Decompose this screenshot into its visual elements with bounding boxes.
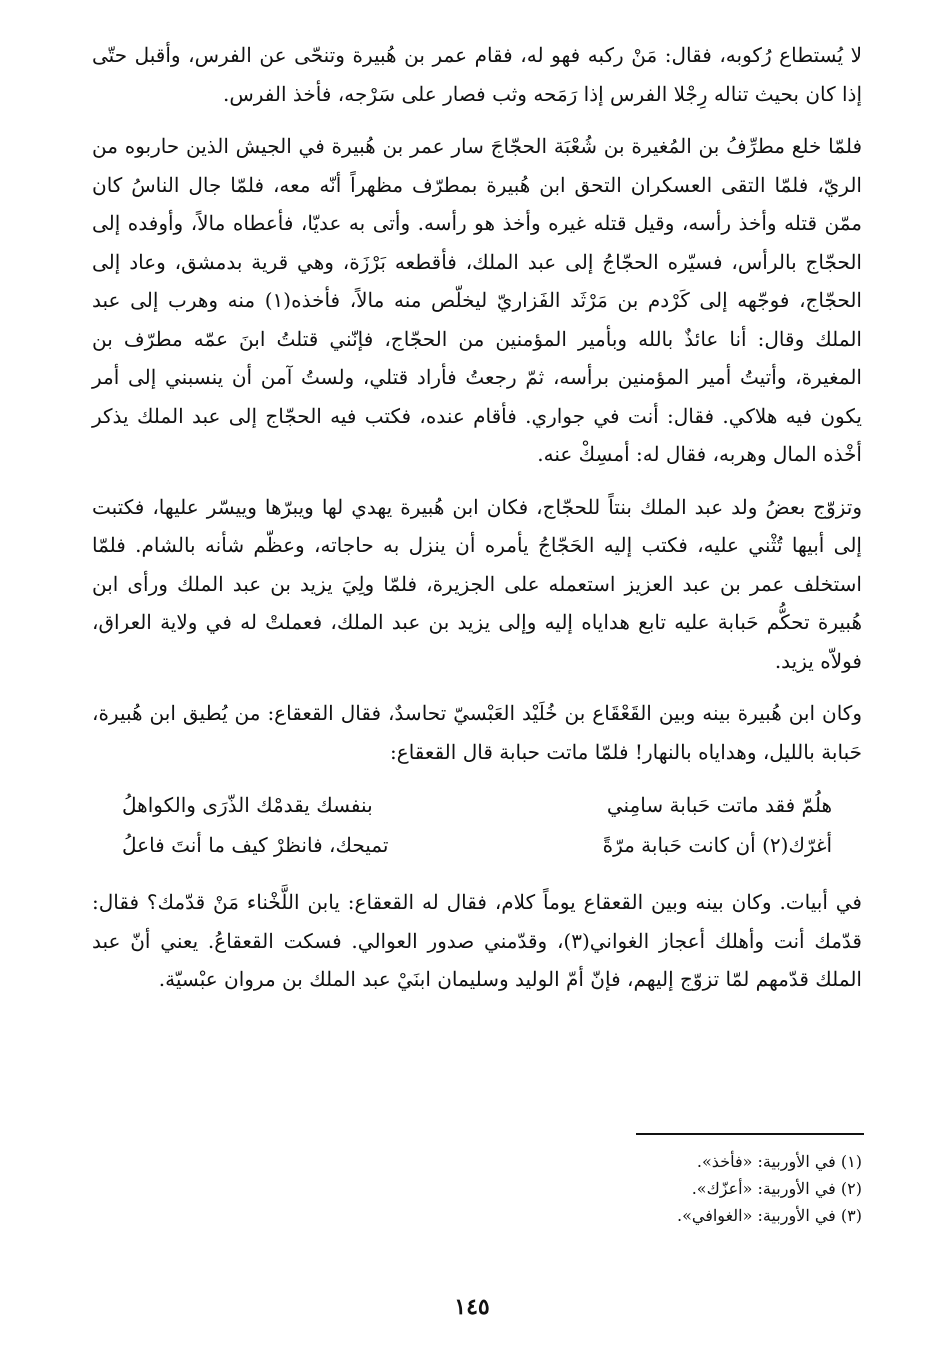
- paragraph-4: وكان ابن هُبيرة بينه وبين القَعْقَاع بن خُلَيْد العَبْسيّ تحاسدٌ، فقال القعقاع: من يُطيق ابن هُبيرة، حَبابة بالليل، وهداياه بالنهار! فلمّا ماتت حبابة قال القعقاع:: [92, 701, 862, 764]
- verse-1-second-hemistich: بنفسك يقدمْك الذّرَى والكواهلُ: [122, 793, 373, 817]
- verse-1-first-hemistich: هلُمّ فقد ماتت حَبابة سامِني: [606, 793, 832, 817]
- footnote-divider: [636, 1133, 864, 1135]
- page-body: [92, 36, 862, 1013]
- page-number: ١٤٥: [454, 1294, 490, 1320]
- footnotes: [92, 1148, 862, 1229]
- paragraph-2: فلمّا خلع مطرِّفُ بن المُغيرة بن شُعْبَة الحجّاجَ سار عمر بن هُبيرة في الجيش الذين حاربوه من الريّ، فلمّا التقى العسكران التحق ابن هُبيرة بمطرّف مظهراً أنّه معه، فلمّا جال الناسُ كان ممّن قتله وأخذ رأسه، وقيل قتله غيره وأخذ هو رأسه. وأتى به عديّا، فأعطاه مالاً، وأوفده إلى الحجّاج بالرأس، فسيّره الحجّاجُ إلى عبد الملك، فأقطعه بَرْزَة، وهي قرية بدمشق، وعاد إلى الحجّاج، فوجّهه إلى كَرْدم بن مَرْثَد الفَزاريّ ليخلّص منه مالاً، فأخذه(١) منه وهرب إلى عبد الملك وقال: أنا عائذٌ بالله وبأمير المؤمنين من الحجّاج، فإنّني قتلتُ ابنَ عمّه مطرّف بن المغيرة، وأتيتُ أمير المؤمنين برأسه، ثمّ رجعتُ فأراد قتلي، ولستُ آمن أن ينسبني إلى أمر يكون فيه هلاكي. فقال: أنت في جواري. فأقام عنده، فكتب فيه الحجّاج إلى عبد الملك يذكر أخْذه المال وهربه، فقال له: أمسِكْ عنه.: [92, 134, 862, 466]
- footnote-3: (٣) في الأوربية: «الغوافي».: [677, 1206, 862, 1225]
- paragraph-1: لا يُستطاع رُكوبه، فقال: مَنْ ركبه فهو له، فقام عمر بن هُبيرة وتنحّى عن الفرس، وأقبل حتّى إذا كان بحيث تناله رِجْلا الفرس إذا رَمَحه وثب فصار على سَرْجه، فأخذ الفرس.: [92, 43, 862, 106]
- poem-verses: [92, 785, 862, 865]
- paragraph-3: وتزوّج بعضُ ولد عبد الملك بنتاً للحجّاج، فكان ابن هُبيرة يهدي لها ويبرّها وييسّر عليها، فكتبت إلى أبيها تُثْني عليه، فكتب إليه الحَجّاجُ يأمره أن ينزل به حاجاته، وعظّم شأنه بالشام. فلمّا استخلف عمر بن عبد العزيز استعمله على الجزيرة، فلمّا ولِيَ يزيد بن عبد الملك ورأى ابن هُبيرة تحكُّم حَبابة عليه تابع هداياه إليه وإلى يزيد بن عبد الملك، فعملتْ له في ولاية العراق، فولاّه يزيد.: [92, 494, 862, 673]
- verse-2-first-hemistich: أغرّك(٢) أن كانت حَبابة مرّةً: [602, 833, 832, 857]
- verse-line-2: [122, 825, 832, 865]
- paragraph-5: في أبيات. وكان بينه وبين القعقاع يوماً كلام، فقال له القعقاع: يابن اللَّخْناء مَنْ قدّمك؟ فقال: قدّمك أنت وأهلك أعجاز الغواني(٣)، وقدّمني صدور العوالي. فسكت القعقاعُ. يعني أنّ عبد الملك قدّمهم لمّا تزوّج إليهم، فإنّ أمّ الوليد وسليمان ابنَيْ عبد الملك بن مروان عبْسيّة.: [92, 890, 862, 991]
- verse-line-1: [122, 785, 832, 825]
- footnote-1: (١) في الأوربية: «فأخذ».: [696, 1152, 862, 1171]
- footnote-2: (٢) في الأوربية: «أعزّك».: [691, 1179, 862, 1198]
- verse-2-second-hemistich: تميحك، فانظرْ كيف ما أنتَ فاعلُ: [122, 833, 389, 857]
